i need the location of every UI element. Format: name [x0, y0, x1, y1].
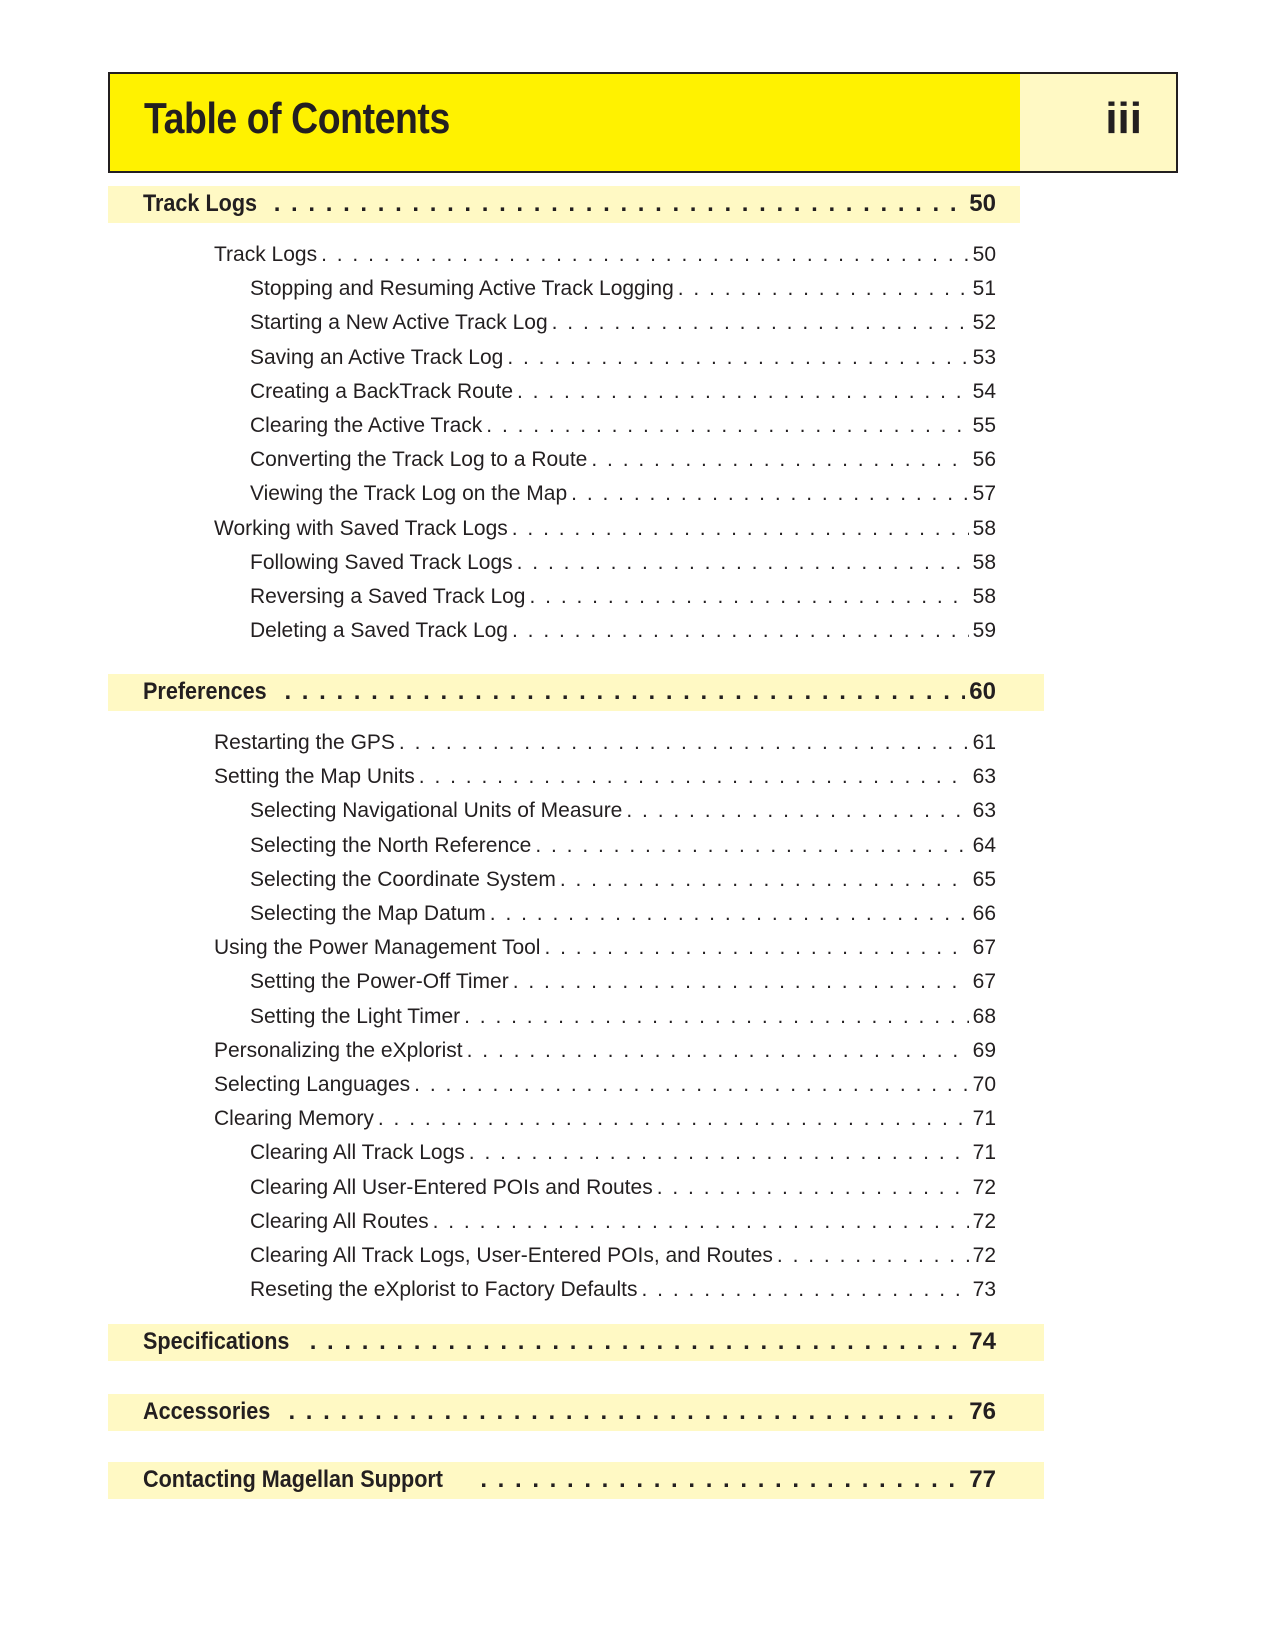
- toc-entry[interactable]: [250, 619, 996, 643]
- entry-title[interactable]: Stopping and Resuming Active Track Logging: [250, 277, 674, 301]
- entry-page: 71: [972, 1141, 996, 1165]
- entry-page: 69: [972, 1038, 996, 1062]
- entry-page: 57: [972, 482, 996, 506]
- entry-page: 55: [972, 414, 996, 437]
- entry-title[interactable]: Reversing a Saved Track Log: [250, 585, 526, 608]
- section-page: 76: [969, 1398, 996, 1425]
- page-number: iii: [1105, 94, 1142, 143]
- entry-page: 50: [972, 243, 996, 266]
- dot-leader: [513, 970, 969, 994]
- entry-page: 56: [972, 448, 996, 472]
- dot-leader: [399, 731, 969, 755]
- toc-entry[interactable]: [250, 277, 996, 301]
- dot-leader: [512, 517, 969, 541]
- dot-leader: [657, 1176, 969, 1200]
- entry-title[interactable]: Setting the Light Timer: [250, 1004, 461, 1028]
- entry-title[interactable]: Deleting a Saved Track Log: [250, 619, 508, 643]
- dot-leader: [419, 765, 969, 789]
- toc-entry[interactable]: [250, 1278, 996, 1302]
- dot-leader: [571, 482, 968, 506]
- toc-entry[interactable]: [214, 1039, 996, 1063]
- toc-entry[interactable]: [214, 1073, 996, 1097]
- entry-page: 54: [972, 379, 996, 403]
- entry-page: 59: [972, 619, 996, 643]
- toc-entry[interactable]: [250, 1210, 996, 1234]
- page-title: Table of Contents: [144, 94, 450, 143]
- entry-page: 68: [972, 1004, 996, 1028]
- dot-leader: [310, 1328, 966, 1356]
- toc-entry[interactable]: [250, 551, 996, 575]
- dot-leader: [535, 834, 968, 858]
- dot-leader: [480, 1466, 965, 1494]
- toc-entry[interactable]: [250, 311, 996, 335]
- dot-leader: [512, 619, 969, 643]
- entry-title[interactable]: Restarting the GPS: [214, 731, 395, 754]
- dot-leader: [490, 902, 969, 926]
- entry-title[interactable]: Setting the Map Units: [214, 765, 415, 789]
- dot-leader: [274, 190, 966, 218]
- dot-leader: [529, 585, 968, 609]
- section-page: 77: [969, 1466, 996, 1493]
- toc-header: [108, 72, 1178, 173]
- entry-title[interactable]: Selecting the Coordinate System: [250, 867, 556, 891]
- section-title[interactable]: Accessories: [143, 1398, 271, 1425]
- entry-page: 72: [972, 1209, 996, 1233]
- entry-title[interactable]: Clearing All Track Logs, User-Entered POIs, and Routes: [250, 1244, 773, 1267]
- entry-page: 51: [972, 277, 996, 301]
- entry-page: 72: [972, 1175, 996, 1199]
- dot-leader: [517, 551, 969, 575]
- entry-page: 73: [972, 1278, 996, 1302]
- section-title[interactable]: Preferences: [143, 678, 267, 705]
- toc-entry[interactable]: [250, 1141, 996, 1165]
- toc-entry[interactable]: [250, 868, 996, 892]
- entry-page: 71: [972, 1107, 996, 1131]
- toc-entry[interactable]: [250, 482, 996, 506]
- dot-leader: [642, 1278, 969, 1302]
- entry-title[interactable]: Viewing the Track Log on the Map: [250, 482, 568, 506]
- dot-leader: [552, 311, 969, 335]
- dot-leader: [626, 799, 968, 823]
- toc-entry[interactable]: [250, 380, 996, 404]
- toc-entry[interactable]: [250, 346, 996, 370]
- entry-title[interactable]: Setting the Power-Off Timer: [250, 970, 509, 994]
- entry-page: 67: [972, 936, 996, 960]
- section-title[interactable]: Track Logs: [143, 190, 258, 217]
- entry-page: 67: [972, 970, 996, 994]
- entry-page: 72: [972, 1244, 996, 1267]
- entry-title[interactable]: Reseting the eXplorist to Factory Defaults: [250, 1278, 638, 1302]
- dot-leader: [414, 1073, 968, 1097]
- toc-entry[interactable]: [214, 731, 996, 755]
- entry-title[interactable]: Selecting the Map Datum: [250, 902, 486, 925]
- toc-section[interactable]: [108, 1394, 1044, 1431]
- toc-section[interactable]: [108, 674, 1044, 711]
- entry-title[interactable]: Clearing Memory: [214, 1107, 374, 1131]
- dot-leader: [464, 1005, 969, 1029]
- entry-page: 53: [972, 345, 996, 369]
- section-page: 50: [969, 190, 996, 217]
- entry-title[interactable]: Starting a New Active Track Log: [250, 311, 548, 335]
- entry-title[interactable]: Selecting Navigational Units of Measure: [250, 799, 623, 823]
- toc-entry[interactable]: [250, 585, 996, 609]
- dot-leader: [678, 277, 969, 301]
- entry-title[interactable]: Creating a BackTrack Route: [250, 379, 514, 403]
- entry-page: 52: [972, 311, 996, 335]
- toc-entry[interactable]: [214, 936, 996, 960]
- toc-entry[interactable]: [250, 799, 996, 823]
- toc-entry[interactable]: [250, 448, 996, 472]
- entry-page: 61: [972, 731, 996, 754]
- dot-leader: [486, 414, 968, 438]
- dot-leader: [284, 678, 965, 706]
- entry-page: 65: [972, 867, 996, 891]
- toc-entry[interactable]: [250, 1244, 996, 1268]
- dot-leader: [469, 1141, 969, 1165]
- section-page: 74: [969, 1328, 996, 1355]
- toc-entry[interactable]: [214, 517, 996, 541]
- entry-title[interactable]: Clearing All Routes: [250, 1209, 429, 1233]
- entry-page: 63: [972, 799, 996, 823]
- entry-title[interactable]: Personalizing the eXplorist: [214, 1038, 463, 1062]
- toc-section[interactable]: [108, 1324, 1044, 1361]
- section-page: 60: [969, 678, 996, 705]
- entry-title[interactable]: Clearing All Track Logs: [250, 1141, 465, 1165]
- dot-leader: [560, 868, 969, 892]
- dot-leader: [288, 1398, 965, 1426]
- entry-page: 70: [972, 1073, 996, 1096]
- entry-page: 64: [972, 833, 996, 857]
- entry-title[interactable]: Working with Saved Track Logs: [214, 516, 508, 540]
- entry-title[interactable]: Saving an Active Track Log: [250, 345, 504, 369]
- entry-page: 58: [972, 585, 996, 608]
- entry-page: 58: [972, 550, 996, 574]
- toc-entry[interactable]: [250, 970, 996, 994]
- toc-section[interactable]: [108, 186, 1020, 223]
- dot-leader: [777, 1244, 969, 1268]
- dot-leader: [544, 936, 968, 960]
- entry-title[interactable]: Clearing All User-Entered POIs and Routes: [250, 1175, 653, 1199]
- toc-section[interactable]: [108, 1462, 1044, 1499]
- dot-leader: [467, 1039, 969, 1063]
- toc-entry[interactable]: [250, 1176, 996, 1200]
- dot-leader: [517, 380, 969, 404]
- dot-leader: [591, 448, 968, 472]
- toc-entry[interactable]: [250, 834, 996, 858]
- toc-entry[interactable]: [250, 902, 996, 926]
- toc-entry[interactable]: [214, 243, 996, 267]
- entry-page: 63: [972, 765, 996, 789]
- toc-entry[interactable]: [214, 1107, 996, 1131]
- entry-title[interactable]: Selecting the North Reference: [250, 833, 532, 857]
- dot-leader: [378, 1107, 969, 1131]
- dot-leader: [507, 346, 968, 370]
- toc-entry[interactable]: [214, 765, 996, 789]
- entry-title[interactable]: Following Saved Track Logs: [250, 550, 513, 574]
- entry-title[interactable]: Converting the Track Log to a Route: [250, 448, 588, 472]
- entry-title[interactable]: Track Logs: [214, 243, 318, 266]
- section-title[interactable]: Specifications: [143, 1328, 290, 1355]
- entry-page: 66: [972, 902, 996, 925]
- entry-page: 58: [972, 516, 996, 540]
- section-title[interactable]: Contacting Magellan Support: [143, 1466, 443, 1493]
- entry-title[interactable]: Clearing the Active Track: [250, 414, 483, 437]
- toc-entry[interactable]: [250, 414, 996, 438]
- toc-entry[interactable]: [250, 1005, 996, 1029]
- entry-title[interactable]: Selecting Languages: [214, 1073, 411, 1096]
- dot-leader: [321, 243, 969, 267]
- dot-leader: [433, 1210, 969, 1234]
- entry-title[interactable]: Using the Power Management Tool: [214, 936, 541, 960]
